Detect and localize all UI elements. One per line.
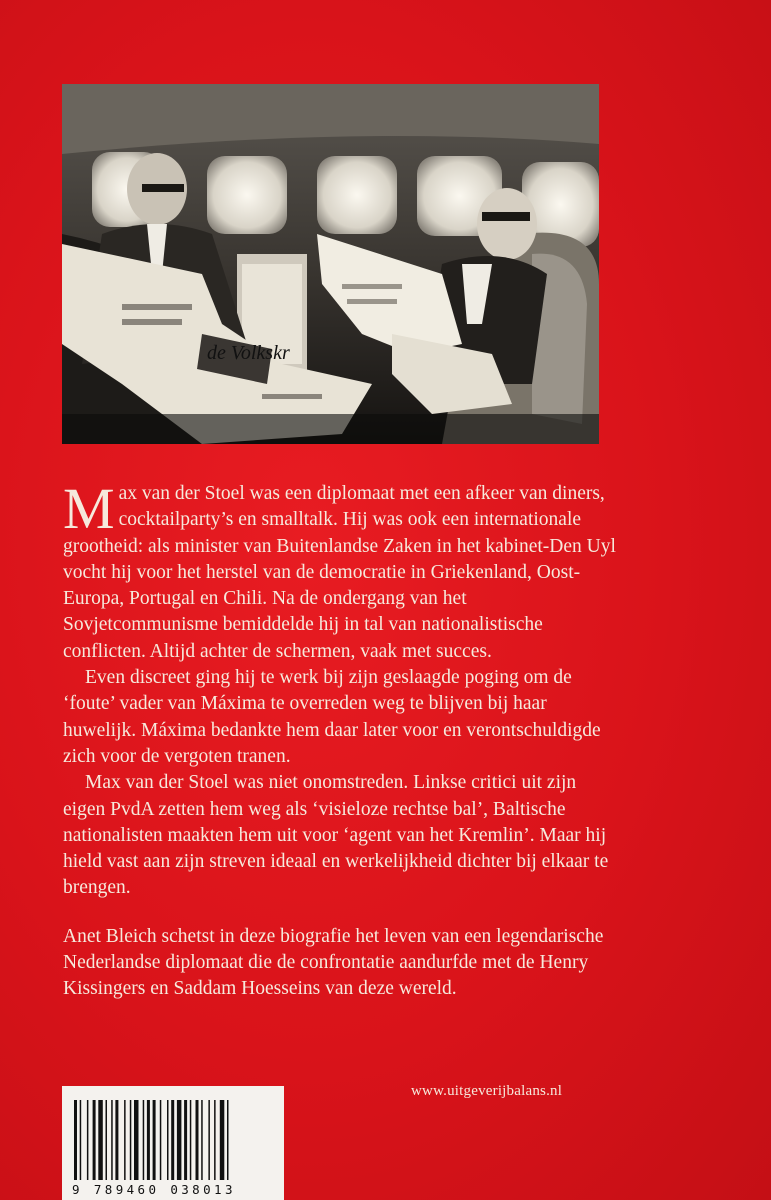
publisher-url[interactable]: www.uitgeverijbalans.nl xyxy=(411,1083,563,1099)
barcode-bar xyxy=(147,1100,150,1180)
barcode-bar xyxy=(130,1100,132,1180)
barcode-bar xyxy=(208,1100,210,1180)
barcode-bar xyxy=(190,1100,192,1180)
barcode-bar xyxy=(115,1100,118,1180)
two-men-reading-newspapers-photo xyxy=(62,84,599,444)
barcode-bar xyxy=(80,1100,82,1180)
barcode-bar xyxy=(87,1100,89,1180)
barcode-bar xyxy=(124,1100,126,1180)
blurb-paragraph-4: Anet Bleich schetst in deze biografie het leven van een legendarische Nederlandse diplomaat die de confrontatie aandurfde met de Henry Kissingers en Saddam Hoesseins van deze wereld. xyxy=(63,925,604,1000)
barcode-bar xyxy=(93,1100,96,1180)
barcode-bar xyxy=(220,1100,225,1180)
isbn-number: 9 789460 038013 xyxy=(72,1182,236,1197)
barcode-bar xyxy=(171,1100,174,1180)
drop-cap: M xyxy=(63,476,115,541)
barcode-bar xyxy=(134,1100,139,1180)
barcode-bar xyxy=(196,1100,199,1180)
blurb-text xyxy=(63,476,623,1003)
barcode-bar xyxy=(106,1100,108,1180)
barcode-bar xyxy=(177,1100,182,1180)
barcode-bar xyxy=(160,1100,162,1180)
barcode-bar xyxy=(214,1100,216,1180)
blurb-paragraph-1: Max van der Stoel was een diplomaat met een afkeer van diners, cocktailparty’s en smalltalk. Hij was ook een internationale grootheid: als minister van Buitenlandse Zaken in het kabinet-Den Uyl vocht hij voor het herstel van de democratie in Griekenland, Oost-Europa, Portugal en Chili. Na de ondergang van het Sovjetcommunisme bemiddelde hij in tal van nationalistische conflicten. Altijd achter de schermen, vaak met succes. xyxy=(63,476,616,662)
barcode xyxy=(62,1086,284,1200)
blurb-paragraph-2: Even discreet ging hij te werk bij zijn geslaagde poging om de ‘foute’ vader van Máxima te overreden weg te blijven bij haar huwelijk. Máxima bedankte hem daar later voor en verontschuldigde zich voor de vergoten tranen. xyxy=(63,667,601,767)
barcode-bar xyxy=(184,1100,187,1180)
barcode-bar xyxy=(74,1100,77,1180)
barcode-bar xyxy=(111,1100,113,1180)
barcode-bar xyxy=(227,1100,229,1180)
barcode-bar xyxy=(201,1100,203,1180)
barcode-bar xyxy=(143,1100,145,1180)
blurb-paragraph-3: Max van der Stoel was niet onomstreden. Linkse critici uit zijn eigen PvdA zetten hem weg als ‘visieloze rechtse bal’, Baltische nationalisten maakten hem uit voor ‘agent van het Kremlin’. Maar hij hield vast aan zijn streven ideaal en werkelijkheid dichter bij elkaar te brengen. xyxy=(63,772,609,899)
cover-photo xyxy=(62,84,599,444)
newspaper-masthead: de Volkskr xyxy=(207,342,290,364)
barcode-bar xyxy=(167,1100,169,1180)
barcode-bar xyxy=(153,1100,156,1180)
barcode-bars-icon xyxy=(74,1100,272,1180)
barcode-bar xyxy=(98,1100,103,1180)
